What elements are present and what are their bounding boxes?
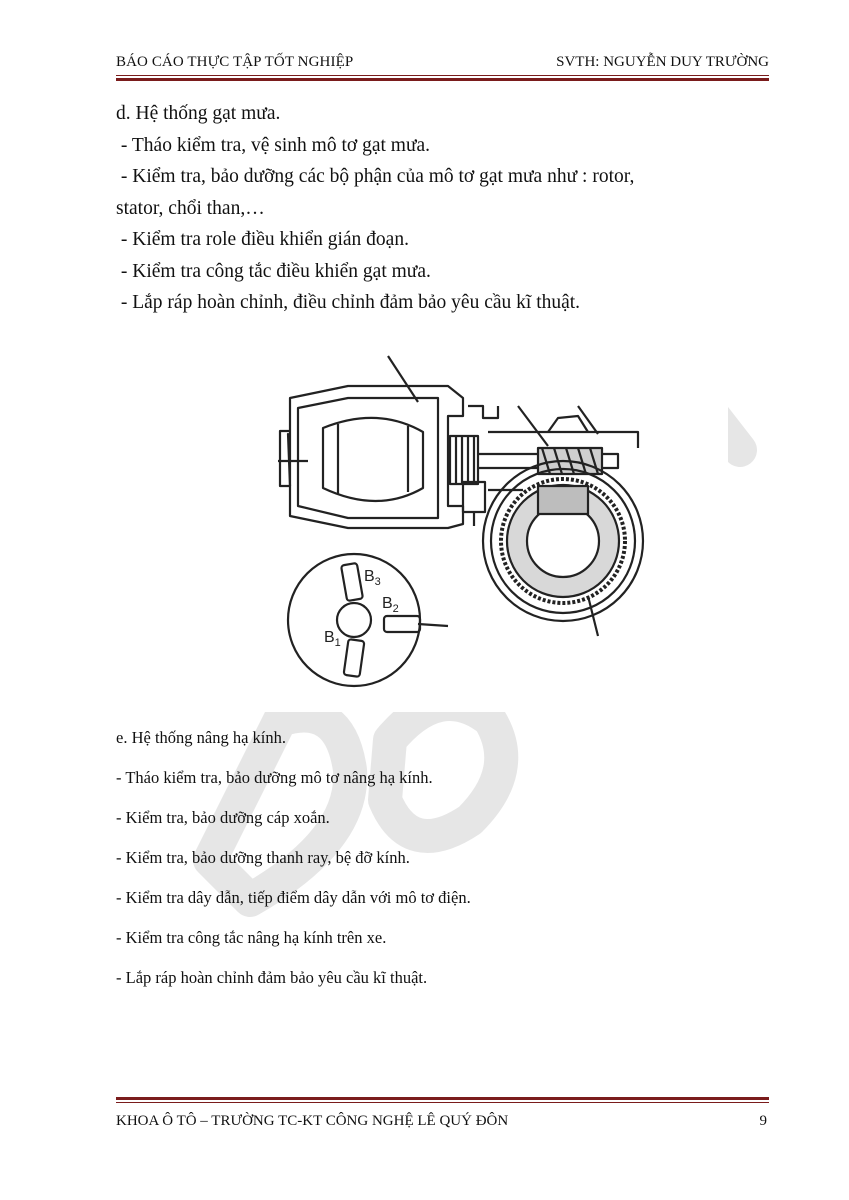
footer-rule-thick	[116, 1097, 769, 1100]
list-item: - Kiểm tra, bảo dưỡng thanh ray, bệ đỡ kính.	[116, 848, 410, 867]
list-item: - Kiểm tra role điều khiển gián đoạn.	[116, 229, 409, 250]
brush-label-b3: B	[364, 568, 375, 585]
section-wiper-system	[116, 98, 776, 319]
list-item: - Kiểm tra, bảo dưỡng các bộ phận của mô tơ gạt mưa như : rotor,	[116, 166, 635, 187]
list-item: - Tháo kiểm tra, bảo dưỡng mô tơ nâng hạ kính.	[116, 768, 433, 787]
brush-label-b1-sub: 1	[334, 637, 341, 649]
footer-institution: KHOA Ô TÔ – TRƯỜNG TC-KT CÔNG NGHỆ LÊ QUÝ ĐÔN	[116, 1113, 509, 1129]
header-rule-thin	[116, 75, 769, 76]
section-window-lift-system	[116, 726, 776, 1006]
brush-label-b3-sub: 3	[374, 576, 381, 588]
header-title: BÁO CÁO THỰC TẬP TỐT NGHIỆP	[116, 54, 354, 70]
list-item: stator, chổi than,…	[116, 197, 265, 219]
list-item: - Kiểm tra công tắc điều khiển gạt mưa.	[116, 260, 431, 282]
list-item: - Kiểm tra công tắc nâng hạ kính trên xe.	[116, 928, 387, 947]
brush-label-b2: B	[382, 595, 393, 612]
list-item: - Kiểm tra, bảo dưỡng cáp xoắn.	[116, 808, 330, 827]
brush-label-b1: B	[324, 629, 335, 646]
header-rule-thick	[116, 78, 769, 81]
list-item: - Lắp ráp hoàn chỉnh, điều chỉnh đảm bảo yêu cầu kĩ thuật.	[116, 292, 581, 313]
header-author: SVTH: NGUYỄN DUY TRƯỜNG	[556, 54, 769, 70]
list-item: - Kiểm tra dây dẫn, tiếp điểm dây dẫn với mô tơ điện.	[116, 888, 471, 907]
brush-label-b2-sub: 2	[392, 603, 399, 615]
wiper-motor-diagram	[118, 336, 728, 712]
list-item: - Lắp ráp hoàn chỉnh đảm bảo yêu cầu kĩ thuật.	[116, 968, 428, 987]
page-number: 9	[759, 1113, 767, 1129]
list-item: - Tháo kiểm tra, vệ sinh mô tơ gạt mưa.	[116, 134, 431, 156]
section-title: d. Hệ thống gạt mưa.	[116, 103, 281, 124]
section-title: e. Hệ thống nâng hạ kính.	[116, 728, 287, 747]
footer-rule-thin	[116, 1102, 769, 1103]
